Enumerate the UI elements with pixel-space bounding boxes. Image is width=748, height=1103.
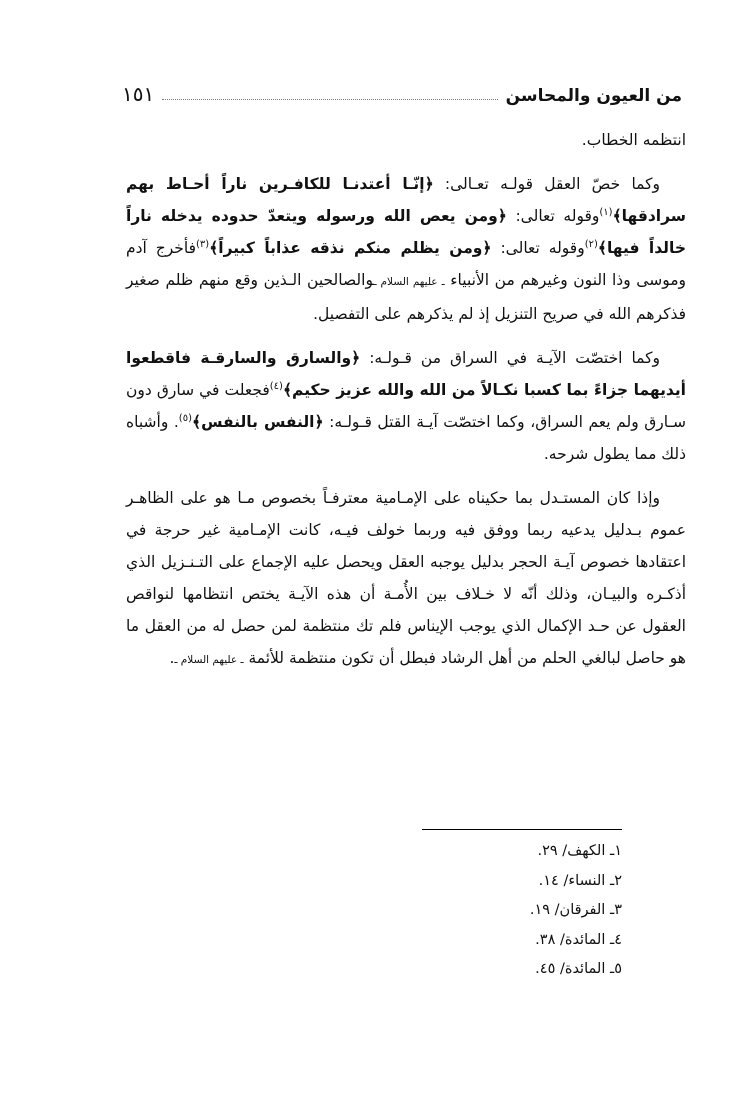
quran-quote: ﴿ومن يظلم منكم نذقه عذاباً كبيراً﴾ <box>209 239 492 257</box>
page-header <box>122 76 682 106</box>
main-text <box>126 124 686 676</box>
footnote-separator <box>422 829 622 830</box>
text-span: . <box>169 649 175 667</box>
footnotes <box>322 837 622 985</box>
text-span: وإذا كان المستـدل بما حكيناه على الإمـامية معترفـاً بخصوص مـا هو على الظاهـر عموم بـدليل يدعيه ربما ووفق فيه وربما خولف فيـه، كانت الإمـامية غير حرجة في اعتقادها خصوص آيـة الحجر بدليل يوجبه العقل ويحصل عليه الإجماع على التـنـزيل الذي أذكـره والبيـان، وذلك أنّه لا خـلاف بين الأُمـة أن هذه الآيـة يختص انتظامها لنواقص العقول عن حـد الإكمال الذي يوجب الإيناس فلم تك منتظمة لمن حصل له من العقل ما هو حاصل لبالغي الحلم من أهل الرشاد فبطل أن تكون منتظمة للأئمة <box>126 489 686 667</box>
footnote-item: ٣ـ الفرقان/ ١٩. <box>529 902 622 918</box>
honorific: ـ عليهم السلام ـ <box>174 654 244 666</box>
footnote-ref: (٥) <box>178 412 192 424</box>
text-span: . وأشباه ذلك مما يطول شرحه. <box>126 413 686 463</box>
text-span: والصالحين الـذين وقع منهم ظلم صغير فذكرهم الله في صريح التنزيل إذ لم يذكرهم على التفصيل. <box>126 271 686 323</box>
paragraph-4 <box>126 482 686 676</box>
footnote-ref: (٤) <box>269 380 283 392</box>
quran-quote: ﴿إنّـا أعتدنـا للكافـرين ناراً أحـاط بهم سرادقها﴾ <box>126 175 686 225</box>
quran-quote: ﴿والسارق والسارقـة فاقطعوا أيديهما جزاءً بما كسبا نكـالاً من الله والله عزيز حكيم﴾ <box>126 349 686 399</box>
honorific: ـ عليهم السلام ـ <box>373 276 445 288</box>
quran-quote: ﴿النفس بالنفس﴾ <box>191 413 324 431</box>
text-span: وقوله تعالى: <box>491 239 585 257</box>
paragraph-1: انتظمه الخطاب. <box>581 131 686 149</box>
footnote-ref: (١) <box>599 206 613 218</box>
footnote-item: ٢ـ النساء/ ١٤. <box>538 872 622 889</box>
footnote-ref: (٢) <box>584 238 598 250</box>
page-number: ١٥١ <box>122 82 155 106</box>
text-span: وكما اختصّت الآيـة في السراق من قـولـه: <box>360 349 661 367</box>
paragraph-3 <box>126 342 686 470</box>
paragraph-2 <box>126 168 686 330</box>
text-span: وقوله تعالى: <box>506 207 600 225</box>
running-title: من العيون والمحاسن <box>505 86 682 106</box>
text-span: وكما خصّ العقل قولـه تعـالى: <box>433 175 660 193</box>
footnote-item: ٥ـ المائدة/ ٤٥. <box>535 961 622 977</box>
text-span: فأخرج آدم وموسى وذا النون وغيرهم من الأنبياء <box>126 239 686 289</box>
dotted-leader <box>162 99 497 100</box>
footnote-item: ١ـ الكهف/ ٢٩. <box>537 843 622 859</box>
text-span: فجعلت في سارق دون سـارق ولم يعم السراق، وكما اختصّت آيـة القتل قـولـه: <box>126 381 687 431</box>
quran-quote: ﴿ومن يعص الله ورسوله ويتعدّ حدوده يدخله ناراً خالداً فيها﴾ <box>126 207 686 257</box>
footnote-ref: (٣) <box>196 238 210 250</box>
footnote-item: ٤ـ المائدة/ ٣٨. <box>535 931 622 948</box>
